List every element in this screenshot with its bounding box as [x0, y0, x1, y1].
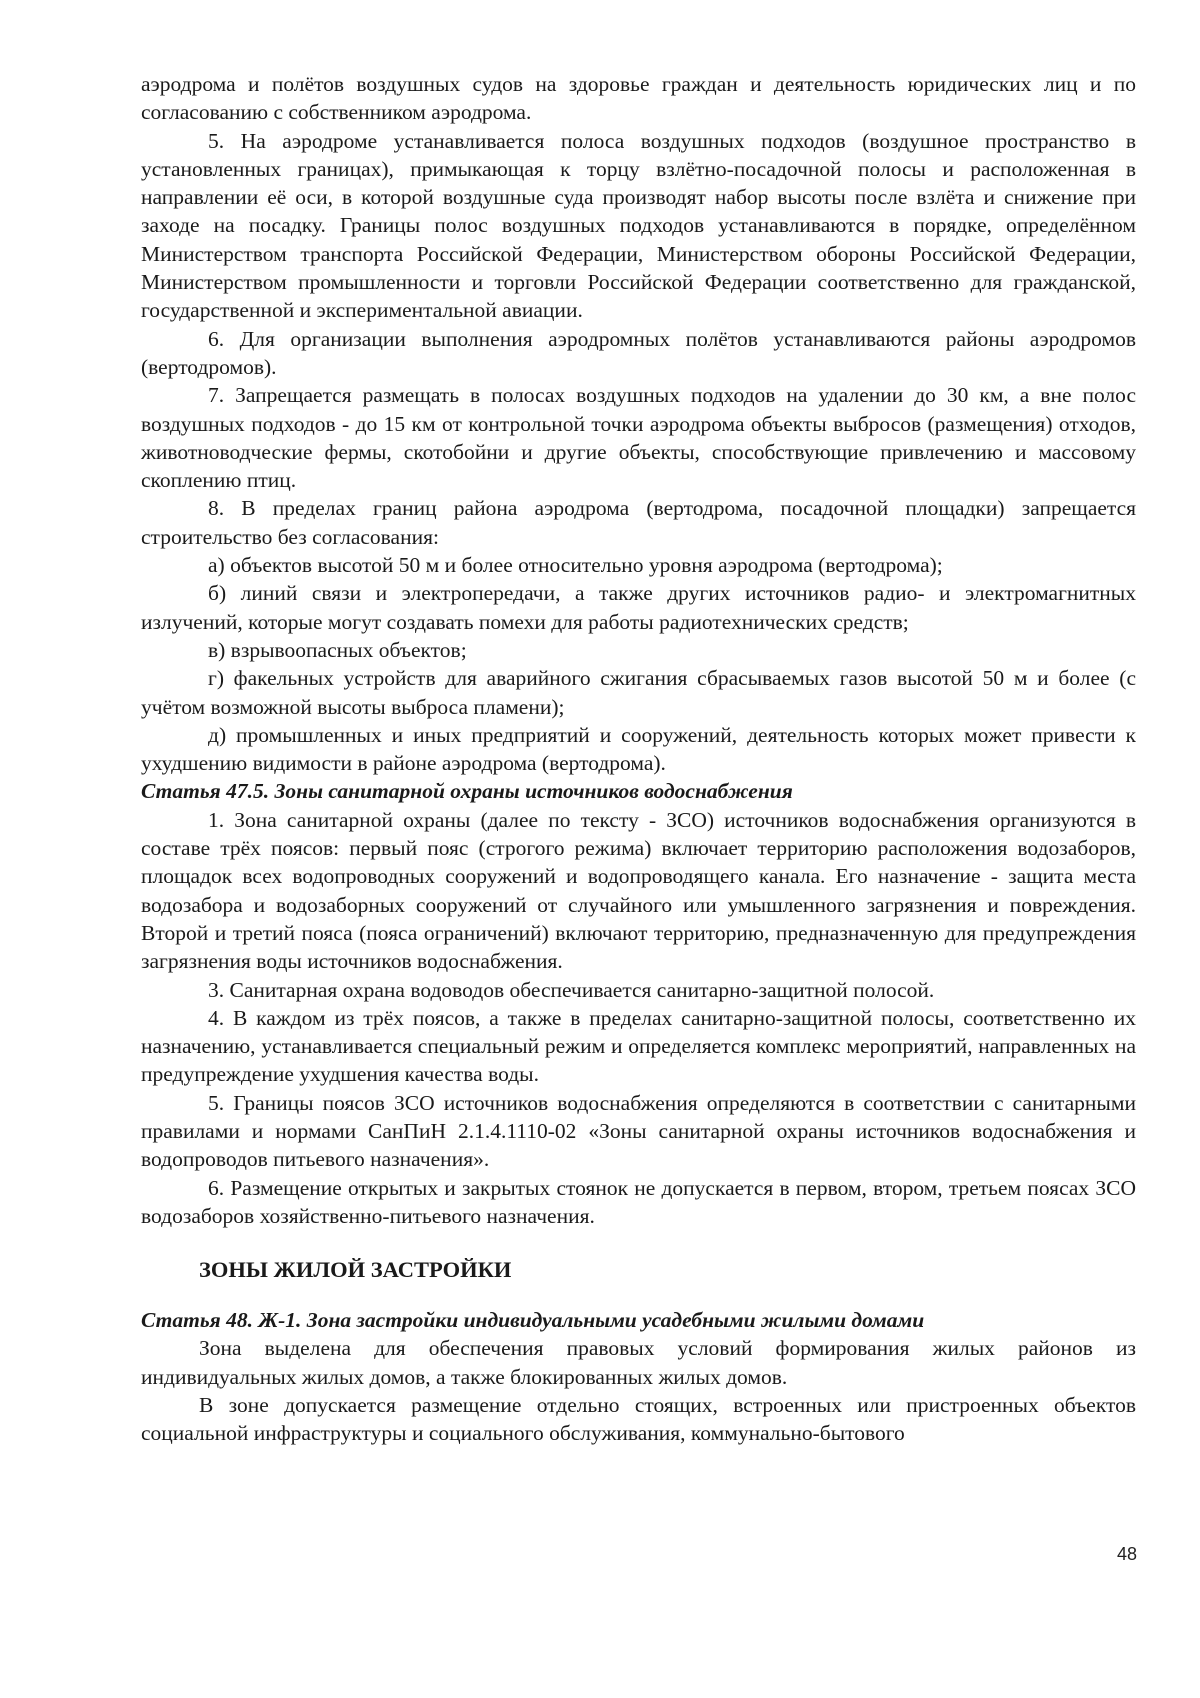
document-page — [141, 70, 1136, 1448]
paragraph-subitem-b: б) линий связи и электропередачи, а также других источников радио- и электромагнитных излучений, которые могут создавать помехи для работы радиотехнических средств; — [141, 581, 1136, 634]
paragraph-subitem-g: г) факельных устройств для аварийного сжигания сбрасываемых газов высотой 50 м и более (с учётом возможной высоты выброса пламени); — [141, 666, 1136, 719]
paragraph-item-5: 5. На аэродроме устанавливается полоса воздушных подходов (воздушное пространство в установленных границах), примыкающая к торцу взлётно-посадочной полосы и расположенная в направлении её оси, в которой воздушные суда производят набор высоты после взлёта и снижение при заходе на посадку. Границы полос воздушных подходов устанавливаются в порядке, определённом Министерством транспорта Российской Федерации, Министерством обороны Российской Федерации, Министерством промышленности и торговли Российской Федерации соответственно для гражданской, государственной и экспериментальной авиации. — [141, 128, 1136, 323]
article-48-heading: Статья 48. Ж-1. Зона застройки индивидуальными усадебными жилыми домами — [141, 1308, 925, 1333]
paragraph-item-7: 7. Запрещается размещать в полосах воздушных подходов на удалении до 30 км, а вне полос воздушных подходов - до 15 км от контрольной точки аэродрома объекты выбросов (размещения) отходов, животноводческие фермы, скотобойни и другие объекты, способствующие привлечению и массовому скоплению птиц. — [141, 383, 1136, 493]
article-47-5-paragraph-3: 3. Санитарная охрана водоводов обеспечивается санитарно-защитной полосой. — [208, 977, 935, 1002]
article-47-5-paragraph-4: 4. В каждом из трёх поясов, а также в пределах санитарно-защитной полосы, соответственно их назначению, устанавливается специальный режим и определяется комплекс мероприятий, направленных на предупреждение ухудшения качества воды. — [141, 1005, 1136, 1087]
paragraph-item-6: 6. Для организации выполнения аэродромных полётов устанавливаются районы аэродромов (вертодромов). — [141, 326, 1136, 379]
paragraph-subitem-v: в) взрывоопасных объектов; — [208, 637, 467, 662]
article-48-paragraph-2: В зоне допускается размещение отдельно стоящих, встроенных или пристроенных объектов социальной инфраструктуры и социального обслуживания, коммунально-бытового — [141, 1393, 1136, 1446]
article-48-paragraph-1: Зона выделена для обеспечения правовых условий формирования жилых районов из индивидуальных жилых домов, а также блокированных жилых домов. — [141, 1336, 1136, 1389]
paragraph-subitem-d: д) промышленных и иных предприятий и сооружений, деятельность которых может привести к ухудшению видимости в районе аэродрома (вертодрома). — [141, 722, 1136, 776]
article-47-5-paragraph-6: 6. Размещение открытых и закрытых стоянок не допускается в первом, втором, третьем поясах ЗСО водозаборов хозяйственно-питьевого назначения. — [141, 1175, 1136, 1228]
article-47-5-heading: Статья 47.5. Зоны санитарной охраны источников водоснабжения — [141, 779, 793, 804]
article-47-5-paragraph-5: 5. Границы поясов ЗСО источников водоснабжения определяются в соответствии с санитарными правилами и нормами СанПиН 2.1.4.1110-02 «Зоны санитарной охраны источников водоснабжения и водопроводов питьевого назначения». — [141, 1090, 1136, 1172]
paragraph-intro: аэродрома и полётов воздушных судов на здоровье граждан и деятельность юридических лиц и по согласованию с собственником аэродрома. — [141, 72, 1136, 125]
article-47-5-paragraph-1: 1. Зона санитарной охраны (далее по тексту - ЗСО) источников водоснабжения организуются в составе трёх поясов: первый пояс (строгого режима) включает территорию расположения водозаборов, площадок всех водопроводных сооружений и водопроводящего канала. Его назначение - защита места водозабора и водозаборных сооружений от случайного или умышленного загрязнения и повреждения. Второй и третий пояса (пояса ограничений) включают территорию, предназначенную для предупреждения загрязнения воды источников водоснабжения. — [141, 807, 1136, 974]
paragraph-subitem-a: а) объектов высотой 50 м и более относительно уровня аэродрома (вертодрома); — [208, 553, 943, 578]
page-number: 48 — [1116, 1544, 1137, 1564]
paragraph-item-8: 8. В пределах границ района аэродрома (вертодрома, посадочной площадки) запрещается строительство без согласования: — [141, 496, 1136, 549]
section-title: ЗОНЫ ЖИЛОЙ ЗАСТРОЙКИ — [199, 1257, 512, 1283]
